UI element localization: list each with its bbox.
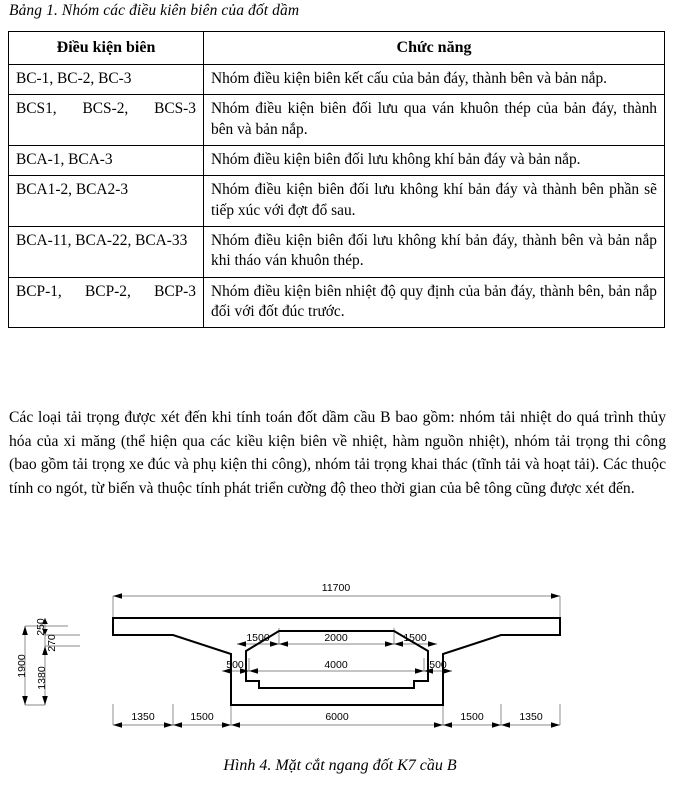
cell-boundary-condition: BCP-1, BCP-2, BCP-3: [9, 277, 204, 328]
column-header-boundary-condition: Điều kiện biên: [9, 32, 204, 65]
dim-box-width: 6000: [325, 711, 349, 723]
table-row: [9, 227, 665, 278]
cell-boundary-condition: BCA1-2, BCA2-3: [9, 176, 204, 227]
figure-caption: Hình 4. Mặt cắt ngang đốt K7 cầu B: [223, 757, 457, 774]
cell-function: Nhóm điều kiện biên nhiệt độ quy định của bản đáy, thành bên, bản nắp đối với đốt đúc trước.: [204, 277, 665, 328]
dim-haunch-thickness: 270: [46, 634, 58, 652]
cell-function: Nhóm điều kiện biên đối lưu qua ván khuôn thép của bản đáy, thành bên và bản nắp.: [204, 95, 665, 146]
dim-void-top-left: 1500: [246, 632, 270, 644]
dim-void-bot-right: 500: [429, 659, 447, 671]
dim-void-top-right: 1500: [403, 632, 427, 644]
cell-function: Nhóm điều kiện biên kết cấu của bản đáy, thành bên và bản nắp.: [204, 65, 665, 95]
table-row: [9, 65, 665, 95]
dim-void-top-mid: 2000: [324, 632, 348, 644]
dim-overall-depth: 1900: [16, 654, 28, 678]
cell-function: Nhóm điều kiện biên đối lưu không khí bản đáy và thành bên phần sẽ tiếp xúc với đợt đổ sau.: [204, 176, 665, 227]
column-header-function: Chức năng: [204, 32, 665, 65]
body-paragraph: Các loại tải trọng được xét đến khi tính toán đốt dầm cầu B bao gồm: nhóm tải nhiệt do quá trình thủy hóa của xi măng (thể hiện qua các kiều kiện biên về nhiệt, hàm nguồn nhiệt), nhóm tải trọng thi công (bao gồm tải trọng xe đúc và phụ kiện thi công), nhóm tải trọng khai thác (tĩnh tải và hoạt tải). Các thuộc tính co ngót, từ biến và thuộc tính phát triển cường độ theo thời gian của bê tông cũng được xét đến.: [9, 409, 666, 498]
table-row: [9, 277, 665, 328]
table-caption: Bảng 1. Nhóm các điều kiên biên của đốt dầm: [9, 2, 300, 19]
table-row: [9, 146, 665, 176]
boundary-conditions-table: [8, 31, 665, 328]
dim-cantilever-right-outer: 1350: [519, 711, 543, 723]
dim-cantilever-left-outer: 1350: [131, 711, 155, 723]
dim-void-bot-mid: 4000: [324, 659, 348, 671]
dim-void-bot-left: 500: [226, 659, 244, 671]
dim-web-depth: 1380: [36, 666, 48, 690]
table-row: [9, 95, 665, 146]
cell-function: Nhóm điều kiện biên đối lưu không khí bản đáy, thành bên và bản nắp khi tháo ván khuôn thép.: [204, 227, 665, 278]
cell-boundary-condition: BCS1, BCS-2, BCS-3: [9, 95, 204, 146]
dimension-labels: [16, 582, 543, 723]
cell-boundary-condition: BC-1, BC-2, BC-3: [9, 65, 204, 95]
dimension-arrows: [22, 593, 560, 728]
cell-function: Nhóm điều kiện biên đối lưu không khí bản đáy và bản nắp.: [204, 146, 665, 176]
table-row: [9, 176, 665, 227]
table-header-row: [9, 32, 665, 65]
cross-section-figure: [0, 578, 680, 748]
dim-cantilever-left-inner: 1500: [190, 711, 214, 723]
cell-boundary-condition: BCA-11, BCA-22, BCA-33: [9, 227, 204, 278]
dim-cantilever-right-inner: 1500: [460, 711, 484, 723]
dim-top-slab-thickness: 250: [35, 618, 47, 636]
dim-total-width: 11700: [321, 582, 351, 594]
cell-boundary-condition: BCA-1, BCA-3: [9, 146, 204, 176]
